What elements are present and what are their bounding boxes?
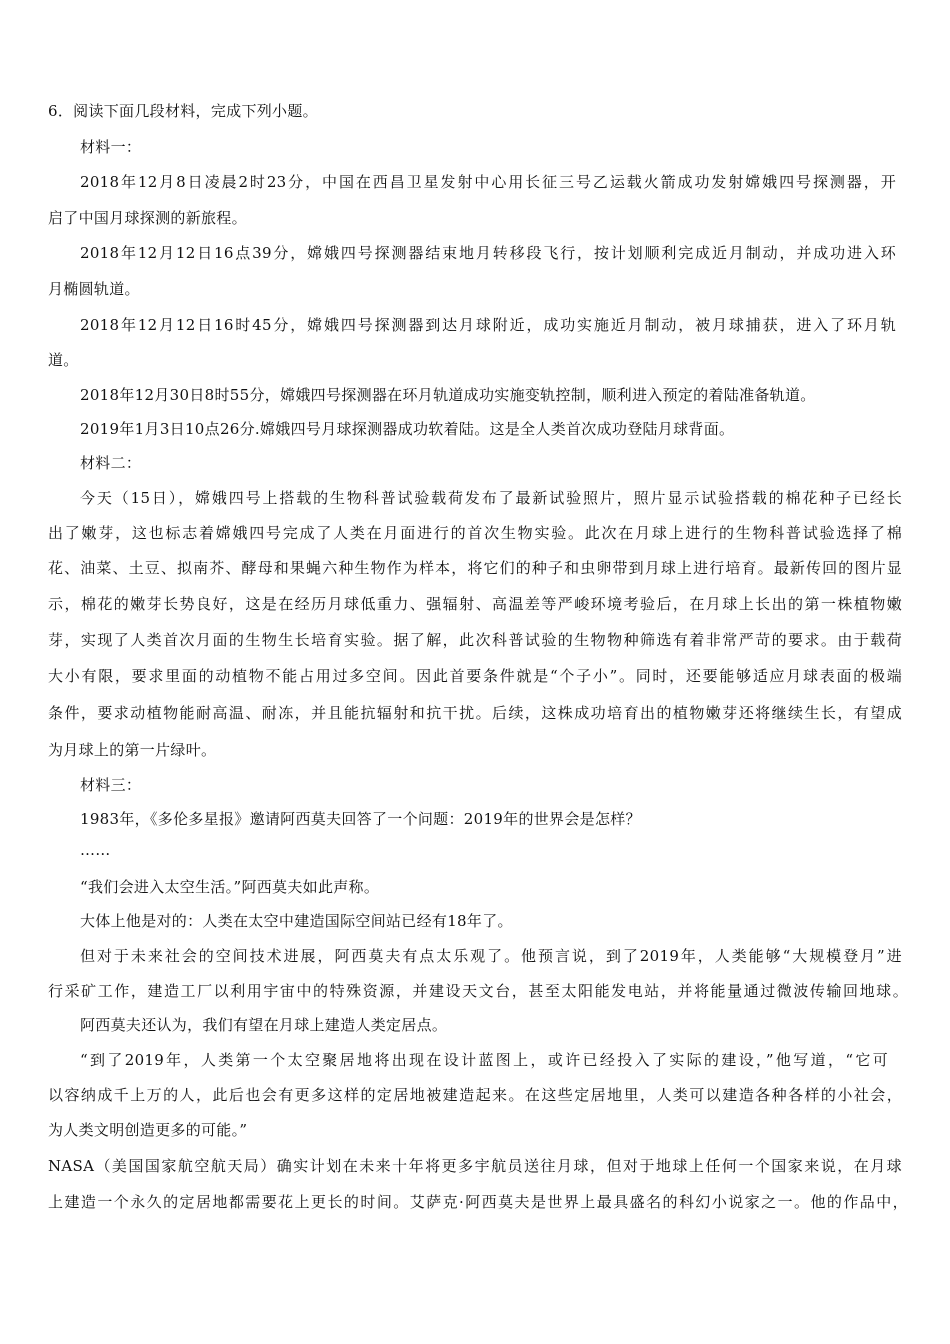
material1-line: 月椭圆轨道。: [48, 280, 140, 298]
material2-line: 条件，要求动植物能耐高温、耐冻，并且能抗辐射和抗干扰。后续，这株成功培育出的植物嫩芽还将继续生长，有望成: [48, 704, 902, 722]
material1-line: 2018年12月30日8时55分，嫦娥四号探测器在环月轨道成功实施变轨控制，顺利进入预定的着陆准备轨道。: [80, 386, 816, 404]
material3-line: ……: [80, 841, 111, 859]
material3-line: 上建造一个永久的定居地都需要花上更长的时间。艾萨克·阿西莫夫是世界上最具盛名的科幻小说家之一。他的作品中，: [48, 1193, 908, 1211]
material2-line: 花、油菜、土豆、拟南芥、酵母和果蝇六种生物作为样本，将它们的种子和虫卵带到月球上进行培育。最新传回的图片显: [48, 559, 902, 577]
material3-line: 为人类文明创造更多的可能。”: [48, 1121, 248, 1139]
material3-title: 材料三：: [80, 776, 142, 794]
material2-line: 为月球上的第一片绿叶。: [48, 741, 217, 759]
material1-title: 材料一：: [80, 138, 142, 156]
material2-title: 材料二：: [80, 454, 142, 472]
material1-line: 2018年12月12日16时45分，嫦娥四号探测器到达月球附近，成功实施近月制动，被月球捕获，进入了环月轨: [80, 316, 896, 334]
material2-line: 今天（15日），嫦娥四号上搭载的生物科普试验载荷发布了最新试验照片，照片显示试验搭载的棉花种子已经长: [80, 489, 902, 507]
material2-line: 示，棉花的嫩芽长势良好，这是在经历月球低重力、强辐射、高温差等严峻环境考验后，在月球上长出的第一株植物嫩: [48, 595, 902, 613]
material3-line: “我们会进入太空生活。”阿西莫夫如此声称。: [80, 878, 380, 896]
material1-line: 2018年12月8日凌晨2时23分，中国在西昌卫星发射中心用长征三号乙运载火箭成功发射嫦娥四号探测器，开: [80, 173, 896, 191]
material3-line: 1983年，《多伦多星报》邀请阿西莫夫回答了一个问题：2019年的世界会是怎样？: [80, 810, 641, 828]
material1-line: 2018年12月12日16点39分，嫦娥四号探测器结束地月转移段飞行，按计划顺利完成近月制动，并成功进入环: [80, 244, 896, 262]
material3-line: NASA（美国国家航空航天局）确实计划在未来十年将更多宇航员送往月球，但对于地球上任何一个国家来说，在月球: [48, 1157, 902, 1175]
material1-line: 启了中国月球探测的新旅程。: [48, 209, 247, 227]
material3-line: 阿西莫夫还认为，我们有望在月球上建造人类定居点。: [80, 1016, 448, 1034]
material3-line: 大体上他是对的：人类在太空中建造国际空间站已经有18年了。: [80, 912, 513, 930]
material3-line: “到了2019年，人类第一个太空聚居地将出现在设计蓝图上，或许已经投入了实际的建设，”他写道，“它可: [80, 1051, 888, 1069]
material1-line: 2019年1月3日10点26分.嫦娥四号月球探测器成功软着陆。这是全人类首次成功登陆月球背面。: [80, 420, 735, 438]
material3-line: 但对于未来社会的空间技术进展，阿西莫夫有点太乐观了。他预言说，到了2019年，人类能够“大规模登月”进: [80, 947, 902, 965]
material2-line: 大小有限，要求里面的动植物不能占用过多空间。因此首要条件就是“个子小”。同时，还要能够适应月球表面的极端: [48, 667, 902, 685]
material3-line: 以容纳成千上万的人，此后也会有更多这样的定居地被建造起来。在这些定居地里，人类可以建造各种各样的小社会，: [48, 1086, 902, 1104]
material2-line: 出了嫩芽，这也标志着嫦娥四号完成了人类在月面进行的首次生物实验。此次在月球上进行的生物科普试验选择了棉: [48, 524, 902, 542]
material2-line: 芽，实现了人类首次月面的生物生长培育实验。据了解，此次科普试验的生物物种筛选有着非常严苛的要求。由于载荷: [48, 631, 902, 649]
material3-line: 行采矿工作，建造工厂以利用宇宙中的特殊资源，并建设天文台，甚至太阳能发电站，并将能量通过微波传输回地球。: [48, 982, 908, 1000]
material1-line: 道。: [48, 351, 79, 369]
question-heading: 6．阅读下面几段材料，完成下列小题。: [48, 102, 318, 120]
